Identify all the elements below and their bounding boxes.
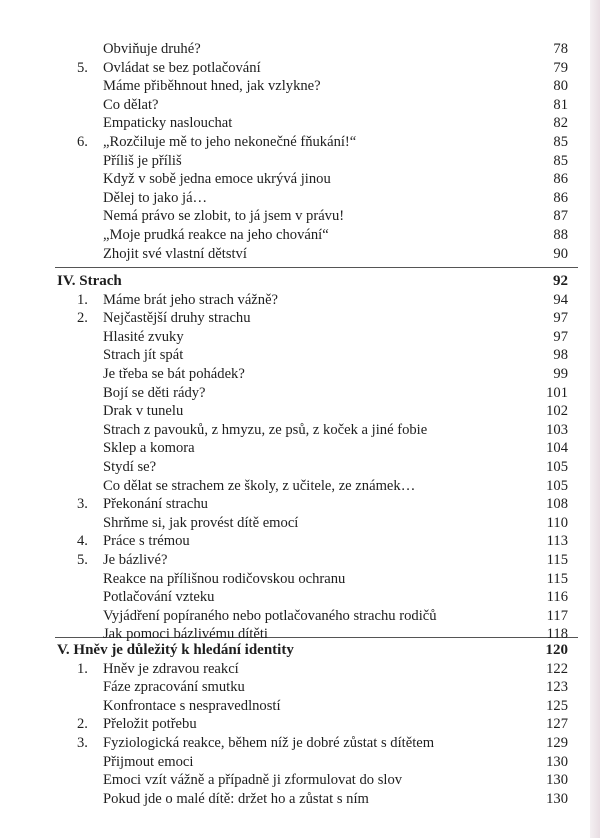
entry-title: Je bázlivé? <box>103 551 168 568</box>
toc-entry <box>57 790 568 809</box>
entry-title: Hněv je zdravou reakcí <box>103 660 239 677</box>
entry-page: 125 <box>546 697 568 714</box>
entry-title: Bojí se děti rády? <box>103 384 206 401</box>
toc-entry <box>57 771 568 790</box>
toc-entry <box>57 734 568 753</box>
toc-entry <box>57 114 568 133</box>
entry-title: Přijmout emoci <box>103 753 194 770</box>
toc-entry <box>57 77 568 96</box>
entry-page: 98 <box>553 347 568 364</box>
entry-page: 101 <box>546 384 568 401</box>
entry-page: 123 <box>546 679 568 696</box>
entry-page: 130 <box>546 753 568 770</box>
entry-page: 104 <box>546 440 568 457</box>
entry-title: IV. Strach <box>57 273 122 289</box>
entry-title: Obviňuje druhé? <box>103 41 201 57</box>
entry-title: Stydí se? <box>103 458 157 475</box>
entry-page: 105 <box>546 458 568 475</box>
entry-title: „Moje prudká reakce na jeho chování“ <box>103 226 329 243</box>
toc-entry <box>57 309 568 328</box>
entry-title: Práce s trémou <box>103 533 190 550</box>
entry-title: Hlasité zvuky <box>103 328 184 345</box>
toc-entry <box>57 514 568 533</box>
entry-page: 130 <box>546 790 568 807</box>
toc-section-v <box>57 641 568 808</box>
entry-page: 90 <box>553 245 568 262</box>
entry-page: 97 <box>553 310 568 327</box>
entry-title: Reakce na přílišnou rodičovskou ochranu <box>103 570 346 587</box>
toc-entry <box>57 365 568 384</box>
entry-title: Empaticky naslouchat <box>103 115 233 132</box>
entry-title: V. Hněv je důležitý k hledání identity <box>57 642 294 658</box>
section-divider <box>55 267 578 268</box>
entry-title: Nejčastější druhy strachu <box>103 310 251 327</box>
entry-num: 5. <box>77 551 88 568</box>
entry-page: 78 <box>553 41 568 57</box>
entry-title: „Rozčiluje mě to jeho nekonečné fňukání!“ <box>103 133 357 150</box>
toc-entry <box>57 458 568 477</box>
entry-page: 85 <box>553 152 568 169</box>
toc-entry <box>57 495 568 514</box>
entry-page: 108 <box>546 496 568 513</box>
entry-title: Drak v tunelu <box>103 403 184 420</box>
entry-title: Strach jít spát <box>103 347 184 364</box>
entry-num: 4. <box>77 533 88 550</box>
entry-title: Fyziologická reakce, během níž je dobré zůstat s dítětem <box>103 734 435 751</box>
entry-page: 94 <box>553 291 568 308</box>
toc-section-iv <box>57 272 568 644</box>
entry-title: Když v sobě jedna emoce ukrývá jinou <box>103 171 331 188</box>
entry-title: Máme brát jeho strach vážně? <box>103 291 279 308</box>
entry-title: Potlačování vzteku <box>103 589 215 606</box>
toc-entry <box>57 189 568 208</box>
entry-title: Máme přiběhnout hned, jak vzlykne? <box>103 78 321 95</box>
toc-entry <box>57 678 568 697</box>
entry-page: 80 <box>553 78 568 95</box>
toc-entry <box>57 207 568 226</box>
entry-page: 92 <box>553 273 568 289</box>
toc-entry <box>57 477 568 496</box>
entry-title: Konfrontace s nespravedlností <box>103 697 281 714</box>
toc-entry <box>57 384 568 403</box>
entry-page: 127 <box>546 716 568 733</box>
entry-title: Strach z pavouků, z hmyzu, ze psů, z koček a jiné fobie <box>103 421 428 438</box>
entry-num: 2. <box>77 716 88 733</box>
entry-num: 6. <box>77 133 88 150</box>
entry-page: 79 <box>553 59 568 76</box>
entry-page: 87 <box>553 208 568 225</box>
toc-entry <box>57 133 568 152</box>
toc-entry <box>57 59 568 78</box>
toc-entry <box>57 96 568 115</box>
entry-page: 113 <box>546 533 568 550</box>
entry-title: Příliš je příliš <box>103 152 182 169</box>
toc-entry <box>57 715 568 734</box>
entry-page: 129 <box>546 734 568 751</box>
entry-page: 105 <box>546 477 568 494</box>
entry-page: 85 <box>553 133 568 150</box>
entry-num: 1. <box>77 660 88 677</box>
entry-page: 81 <box>553 96 568 113</box>
entry-page: 97 <box>553 328 568 345</box>
entry-title: Fáze zpracování smutku <box>103 679 245 696</box>
toc-entry <box>57 226 568 245</box>
entry-title: Přeložit potřebu <box>103 716 197 733</box>
toc-entry <box>57 439 568 458</box>
toc-entry <box>57 551 568 570</box>
entry-page: 115 <box>546 551 568 568</box>
toc-entry <box>57 570 568 589</box>
entry-page: 130 <box>546 772 568 789</box>
section-heading <box>57 272 568 291</box>
entry-page: 86 <box>553 171 568 188</box>
toc-block-continued <box>57 40 568 263</box>
entry-page: 110 <box>546 514 568 531</box>
section-heading <box>57 641 568 660</box>
toc-entry <box>57 753 568 772</box>
entry-num: 1. <box>77 291 88 308</box>
entry-page: 122 <box>546 660 568 677</box>
toc-entry <box>57 697 568 716</box>
toc-entry <box>57 40 568 59</box>
toc-entry <box>57 402 568 421</box>
toc-entry <box>57 421 568 440</box>
toc-entry <box>57 532 568 551</box>
entry-title: Překonání strachu <box>103 496 208 513</box>
entry-num: 5. <box>77 59 88 76</box>
entry-num: 3. <box>77 734 88 751</box>
entry-title: Vyjádření popíraného nebo potlačovaného strachu rodičů <box>103 607 437 624</box>
entry-num: 2. <box>77 310 88 327</box>
entry-title: Emoci vzít vážně a případně ji zformulovat do slov <box>103 772 403 789</box>
entry-title: Co dělat se strachem ze školy, z učitele, ze známek… <box>103 477 416 494</box>
entry-page: 88 <box>553 226 568 243</box>
entry-page: 82 <box>553 115 568 132</box>
entry-title: Dělej to jako já… <box>103 189 208 206</box>
entry-page: 99 <box>553 365 568 382</box>
entry-title: Jak pomoci bázlivému dítěti <box>103 626 268 643</box>
entry-title: Pokud jde o malé dítě: držet ho a zůstat s ním <box>103 790 369 807</box>
entry-page: 117 <box>546 607 568 624</box>
entry-title: Je třeba se bát pohádek? <box>103 365 245 382</box>
toc-entry <box>57 291 568 310</box>
toc-entry <box>57 328 568 347</box>
entry-page: 86 <box>553 189 568 206</box>
toc-entry <box>57 607 568 626</box>
toc-entry <box>57 588 568 607</box>
toc-entry <box>57 660 568 679</box>
entry-title: Nemá právo se zlobit, to já jsem v právu! <box>103 208 345 225</box>
toc-entry <box>57 346 568 365</box>
toc-entry <box>57 170 568 189</box>
page-edge <box>590 0 600 838</box>
entry-page: 103 <box>546 421 568 438</box>
entry-num: 3. <box>77 496 88 513</box>
entry-page: 102 <box>546 403 568 420</box>
entry-page: 116 <box>546 589 568 606</box>
entry-page: 115 <box>546 570 568 587</box>
entry-page: 118 <box>546 626 568 643</box>
toc-entry <box>57 245 568 264</box>
entry-title: Ovládat se bez potlačování <box>103 59 261 76</box>
entry-title: Zhojit své vlastní dětství <box>103 245 247 262</box>
entry-page: 120 <box>545 642 568 658</box>
entry-title: Sklep a komora <box>103 440 195 457</box>
toc-entry <box>57 152 568 171</box>
entry-title: Co dělat? <box>103 96 159 113</box>
entry-title: Shrňme si, jak provést dítě emocí <box>103 514 299 531</box>
